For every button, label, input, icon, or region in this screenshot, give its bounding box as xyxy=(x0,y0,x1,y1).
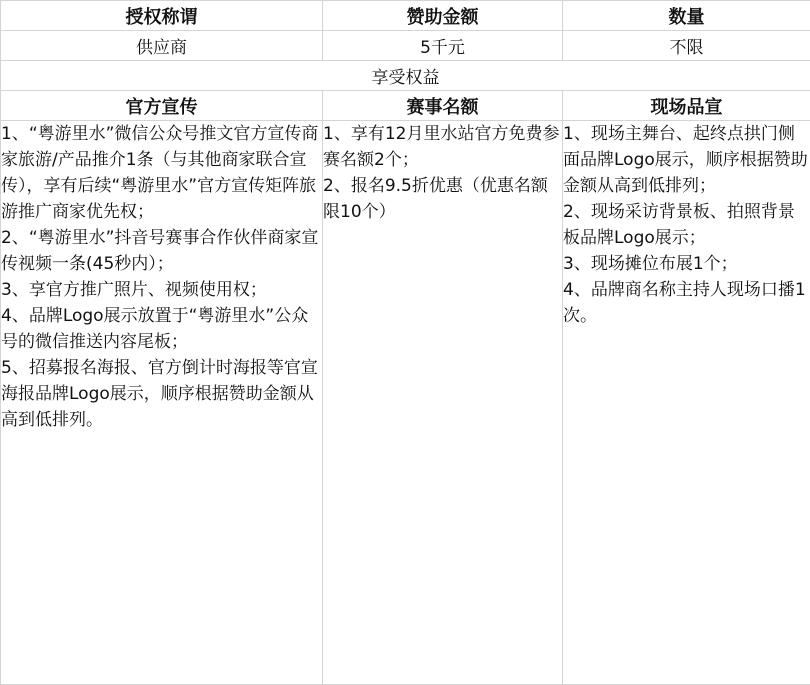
race-slots-item: 1、享有12月里水站官方免费参赛名额2个； xyxy=(323,124,560,170)
rights-header-row xyxy=(1,91,810,121)
cell-sponsorship-amount[interactable]: 5千元 xyxy=(323,31,563,61)
header-authorization-title[interactable]: 授权称谓 xyxy=(1,1,323,31)
header-row xyxy=(1,1,810,31)
rights-title-row xyxy=(1,61,810,91)
cell-race-slots[interactable] xyxy=(323,121,563,685)
cell-official-promo[interactable] xyxy=(1,121,323,685)
official-promo-item: 1、“粤游里水”微信公众号推文官方宣传商家旅游/产品推介1条（与其他商家联合宣传），享有后续“粤游里水”官方宣传矩阵旅游推广商家优先权； xyxy=(1,124,319,222)
onsite-branding-item: 1、现场主舞台、起终点拱门侧面品牌Logo展示，顺序根据赞助金额从高到低排列； xyxy=(563,124,808,196)
cell-quantity[interactable]: 不限 xyxy=(563,31,810,61)
cell-onsite-branding[interactable] xyxy=(563,121,810,685)
official-promo-item: 5、招募报名海报、官方倒计时海报等官宣海报品牌Logo展示，顺序根据赞助金额从高到低排列。 xyxy=(1,358,318,430)
cell-authorization-title[interactable]: 供应商 xyxy=(1,31,323,61)
official-promo-item: 3、享官方推广照片、视频使用权； xyxy=(1,280,267,300)
onsite-branding-item: 3、现场摊位布展1个； xyxy=(563,254,738,274)
onsite-branding-item: 2、现场采访背景板、拍照背景板品牌Logo展示； xyxy=(563,202,795,248)
rights-body-row xyxy=(1,121,810,685)
value-row xyxy=(1,31,810,61)
official-promo-item: 2、“粤游里水”抖音号赛事合作伙伴商家宣传视频一条(45秒内）； xyxy=(1,228,319,274)
official-promo-item: 4、品牌Logo展示放置于“粤游里水”公众号的微信推送内容尾板； xyxy=(1,306,309,352)
onsite-branding-item: 4、品牌商名称主持人现场口播1次。 xyxy=(563,280,806,326)
race-slots-item: 2、报名9.5折优惠（优惠名额限10个） xyxy=(323,176,548,222)
header-sponsorship-amount[interactable]: 赞助金额 xyxy=(323,1,563,31)
rights-title-cell[interactable]: 享受权益 xyxy=(1,61,810,91)
header-race-slots[interactable]: 赛事名额 xyxy=(323,91,563,121)
header-official-promo[interactable]: 官方宣传 xyxy=(1,91,323,121)
header-quantity[interactable]: 数量 xyxy=(563,1,810,31)
header-onsite-branding[interactable]: 现场品宣 xyxy=(563,91,810,121)
